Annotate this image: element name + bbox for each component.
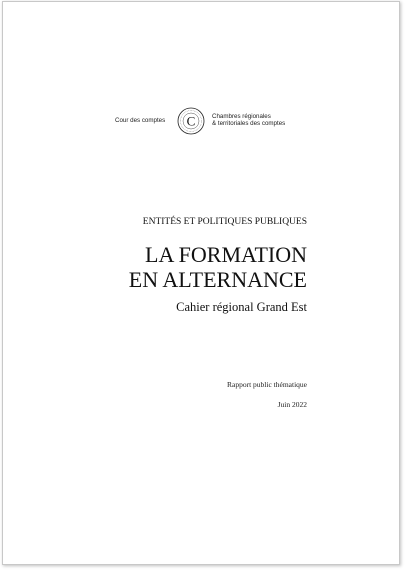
report-type-label: Rapport public thématique <box>227 380 307 389</box>
seal-letter: C <box>186 113 196 129</box>
publication-date: Juin 2022 <box>277 400 307 409</box>
document-subtitle: Cahier régional Grand Est <box>176 300 307 314</box>
document-title <box>129 242 307 292</box>
title-line-1: LA FORMATION <box>145 242 307 267</box>
title-line-2: EN ALTERNANCE <box>128 267 307 292</box>
institution-logo <box>115 105 315 139</box>
institution-right-label <box>212 113 285 127</box>
institution-right-line1: Chambres régionales <box>212 113 271 120</box>
institution-left-label: Cour des comptes <box>115 117 166 124</box>
document-page <box>2 1 400 565</box>
seal-icon <box>177 107 205 135</box>
category-label: ENTITÉS ET POLITIQUES PUBLIQUES <box>142 217 307 227</box>
institution-right-line2: & territoriales des comptes <box>212 120 286 127</box>
